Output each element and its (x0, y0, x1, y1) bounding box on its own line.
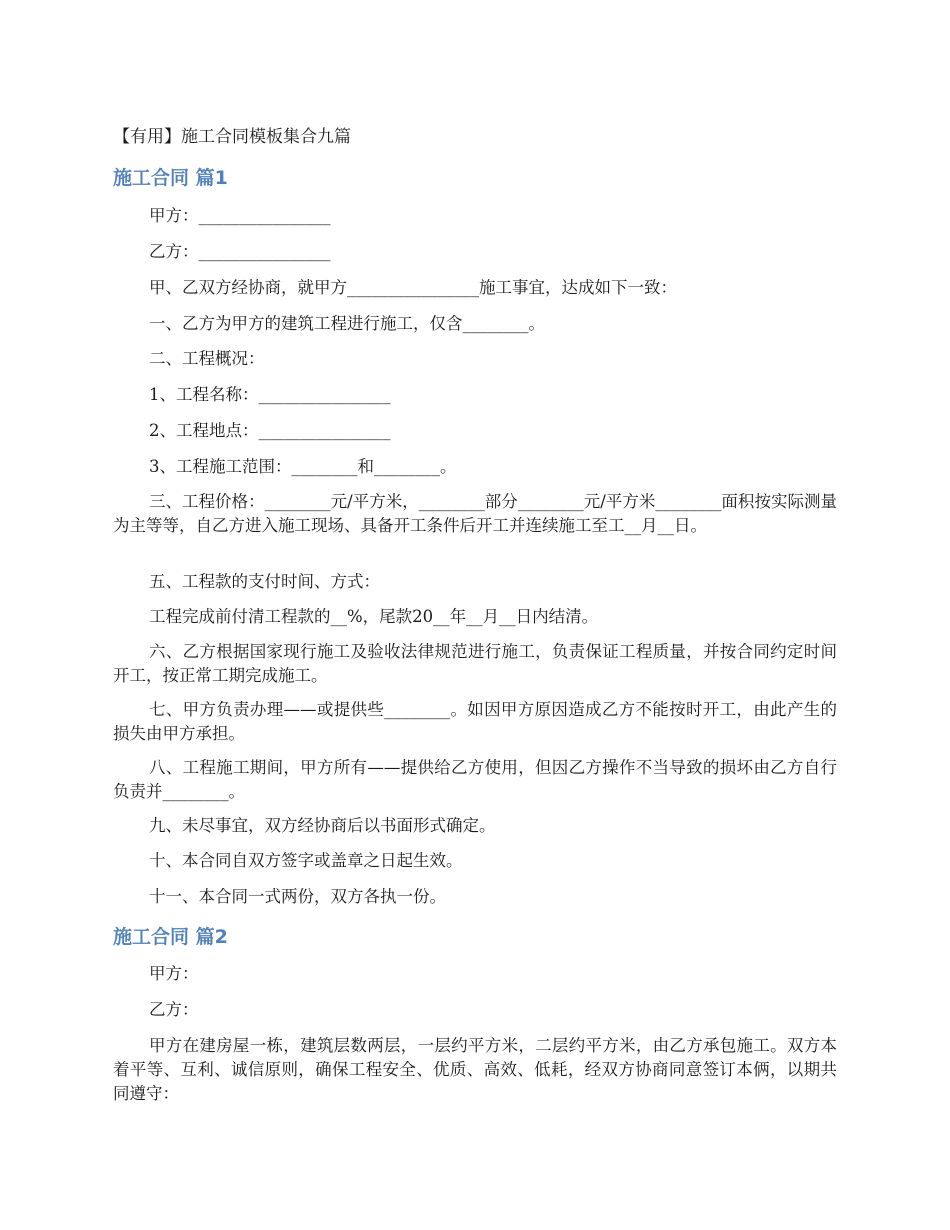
paragraph: 1、工程名称：________________ (149, 385, 391, 404)
document-title: 【有用】施工合同模板集合九篇 (113, 127, 351, 147)
paragraph: 十一、本合同一式两份，双方各执一份。 (149, 887, 446, 906)
paragraph: 乙方： (149, 1000, 199, 1019)
paragraph: 甲方在建房屋一栋，建筑层数两层，一层约平方米，二层约平方米，由乙方承包施工。双方本着平等、互利、诚信原则，确保工程安全、优质、高效、低耗，经双方协商同意签订本俩，以期共同遵守： (113, 1036, 837, 1103)
paragraph: 2、工程地点：________________ (149, 421, 391, 440)
paragraph: 甲、乙双方经协商，就甲方________________施工事宜，达成如下一致： (149, 278, 677, 297)
paragraph: 乙方：________________ (149, 242, 331, 261)
paragraph: 甲方： (149, 964, 199, 983)
paragraph: 七、甲方负责办理——或提供些________。如因甲方原因造成乙方不能按时开工，由此产生的损失由甲方承担。 (113, 700, 837, 743)
paragraph: 九、未尽事宜，双方经协商后以书面形式确定。 (149, 816, 496, 835)
paragraph: 一、乙方为甲方的建筑工程进行施工，仅含________。 (149, 314, 545, 333)
section-heading-2: 施工合同 篇2 (113, 926, 228, 948)
paragraph: 六、乙方根据国家现行施工及验收法律规范进行施工，负责保证工程质量，并按合同约定时间开工，按正常工期完成施工。 (113, 642, 837, 685)
paragraph: 二、工程概况： (149, 349, 265, 368)
paragraph: 五、工程款的支付时间、方式： (149, 572, 380, 591)
paragraph: 十、本合同自双方签字或盖章之日起生效。 (149, 851, 463, 870)
paragraph: 甲方：________________ (149, 206, 331, 225)
paragraph: 八、工程施工期间，甲方所有——提供给乙方使用，但因乙方操作不当导致的损坏由乙方自行负责并________。 (113, 758, 837, 801)
paragraph: 工程完成前付清工程款的__%，尾款20__年__月__日内结清。 (149, 607, 599, 626)
paragraph: 3、工程施工范围：________和________。 (149, 457, 457, 476)
section-heading-1: 施工合同 篇1 (113, 167, 228, 189)
paragraph: 三、工程价格：________元/平方米，________部分________元/平方米________面积按实际测量为主等等，自乙方进入施工现场、具备开工条件后开工并连续施工至工__月__日。 (113, 492, 837, 535)
